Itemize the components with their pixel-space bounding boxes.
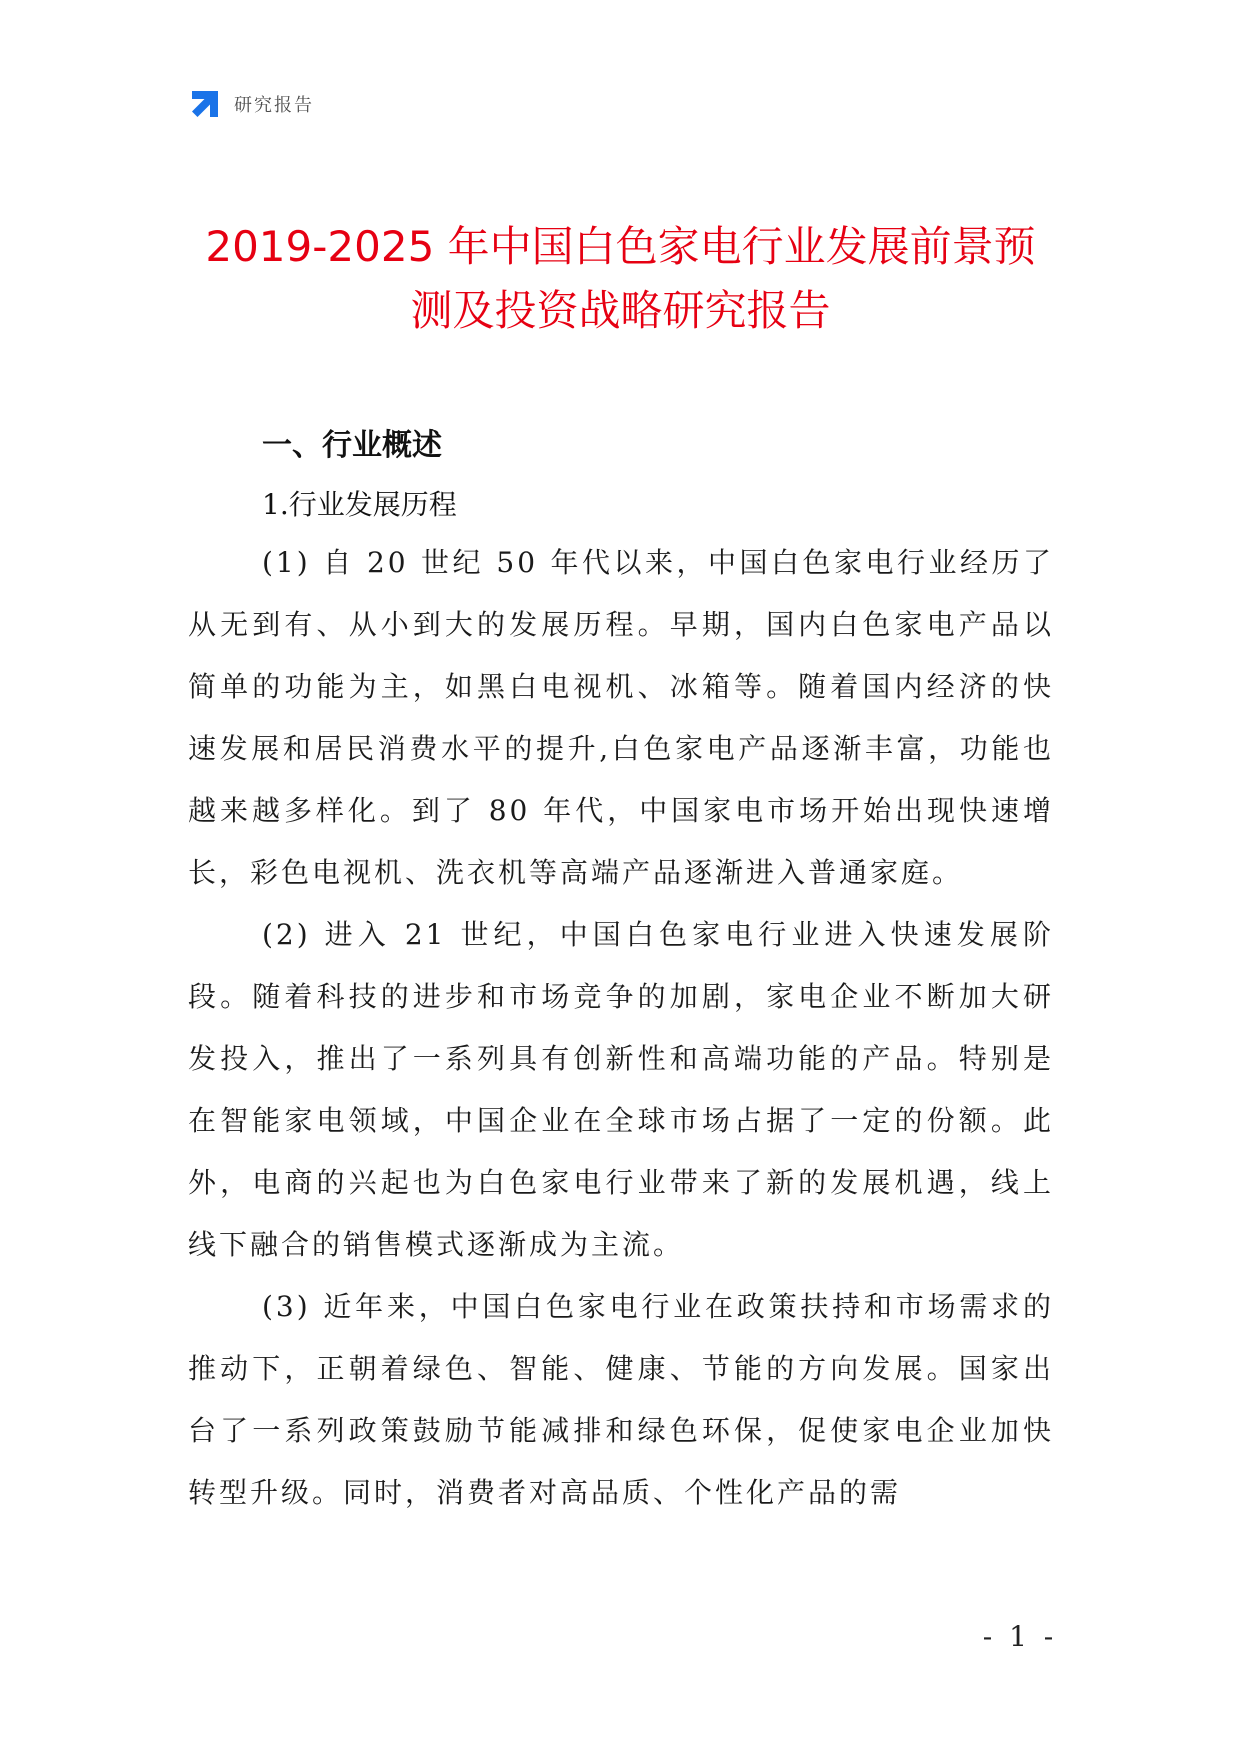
title-line-1: 2019-2025 年中国白色家电行业发展前景预 xyxy=(205,222,1036,271)
section-heading: 一、行业概述 xyxy=(262,428,442,463)
document-title xyxy=(150,215,1091,343)
report-header xyxy=(188,86,314,122)
page-number: - 1 - xyxy=(982,1620,1058,1653)
paragraph-1: (1) 自 20 世纪 50 年代以来，中国白色家电行业经历了从无到有、从小到大的发展历程。早期，国内白色家电产品以简单的功能为主，如黑白电视机、冰箱等。随着国内经济的快速发展和居民消费水平的提升,白色家电产品逐渐丰富，功能也越来越多样化。到了 80 年代，中国家电市场开始出现快速增长，彩色电视机、洗衣机等高端产品逐渐进入普通家庭。 xyxy=(188,546,1054,889)
subsection-heading: 1.行业发展历程 xyxy=(262,488,457,521)
paragraph-3: (3) 近年来，中国白色家电行业在政策扶持和市场需求的推动下，正朝着绿色、智能、健康、节能的方向发展。国家出台了一系列政策鼓励节能减排和绿色环保，促使家电企业加快转型升级。同时，消费者对高品质、个性化产品的需 xyxy=(188,1290,1054,1509)
paragraph-2: (2) 进入 21 世纪，中国白色家电行业进入快速发展阶段。随着科技的进步和市场竞争的加剧，家电企业不断加大研发投入，推出了一系列具有创新性和高端功能的产品。特别是在智能家电领域，中国企业在全球市场占据了一定的份额。此外，电商的兴起也为白色家电行业带来了新的发展机遇，线上线下融合的销售模式逐渐成为主流。 xyxy=(188,918,1054,1261)
body-text xyxy=(188,532,1054,1524)
arrow-up-right-icon xyxy=(188,87,222,121)
title-line-2: 测及投资战略研究报告 xyxy=(410,286,831,335)
header-label: 研究报告 xyxy=(234,95,314,116)
